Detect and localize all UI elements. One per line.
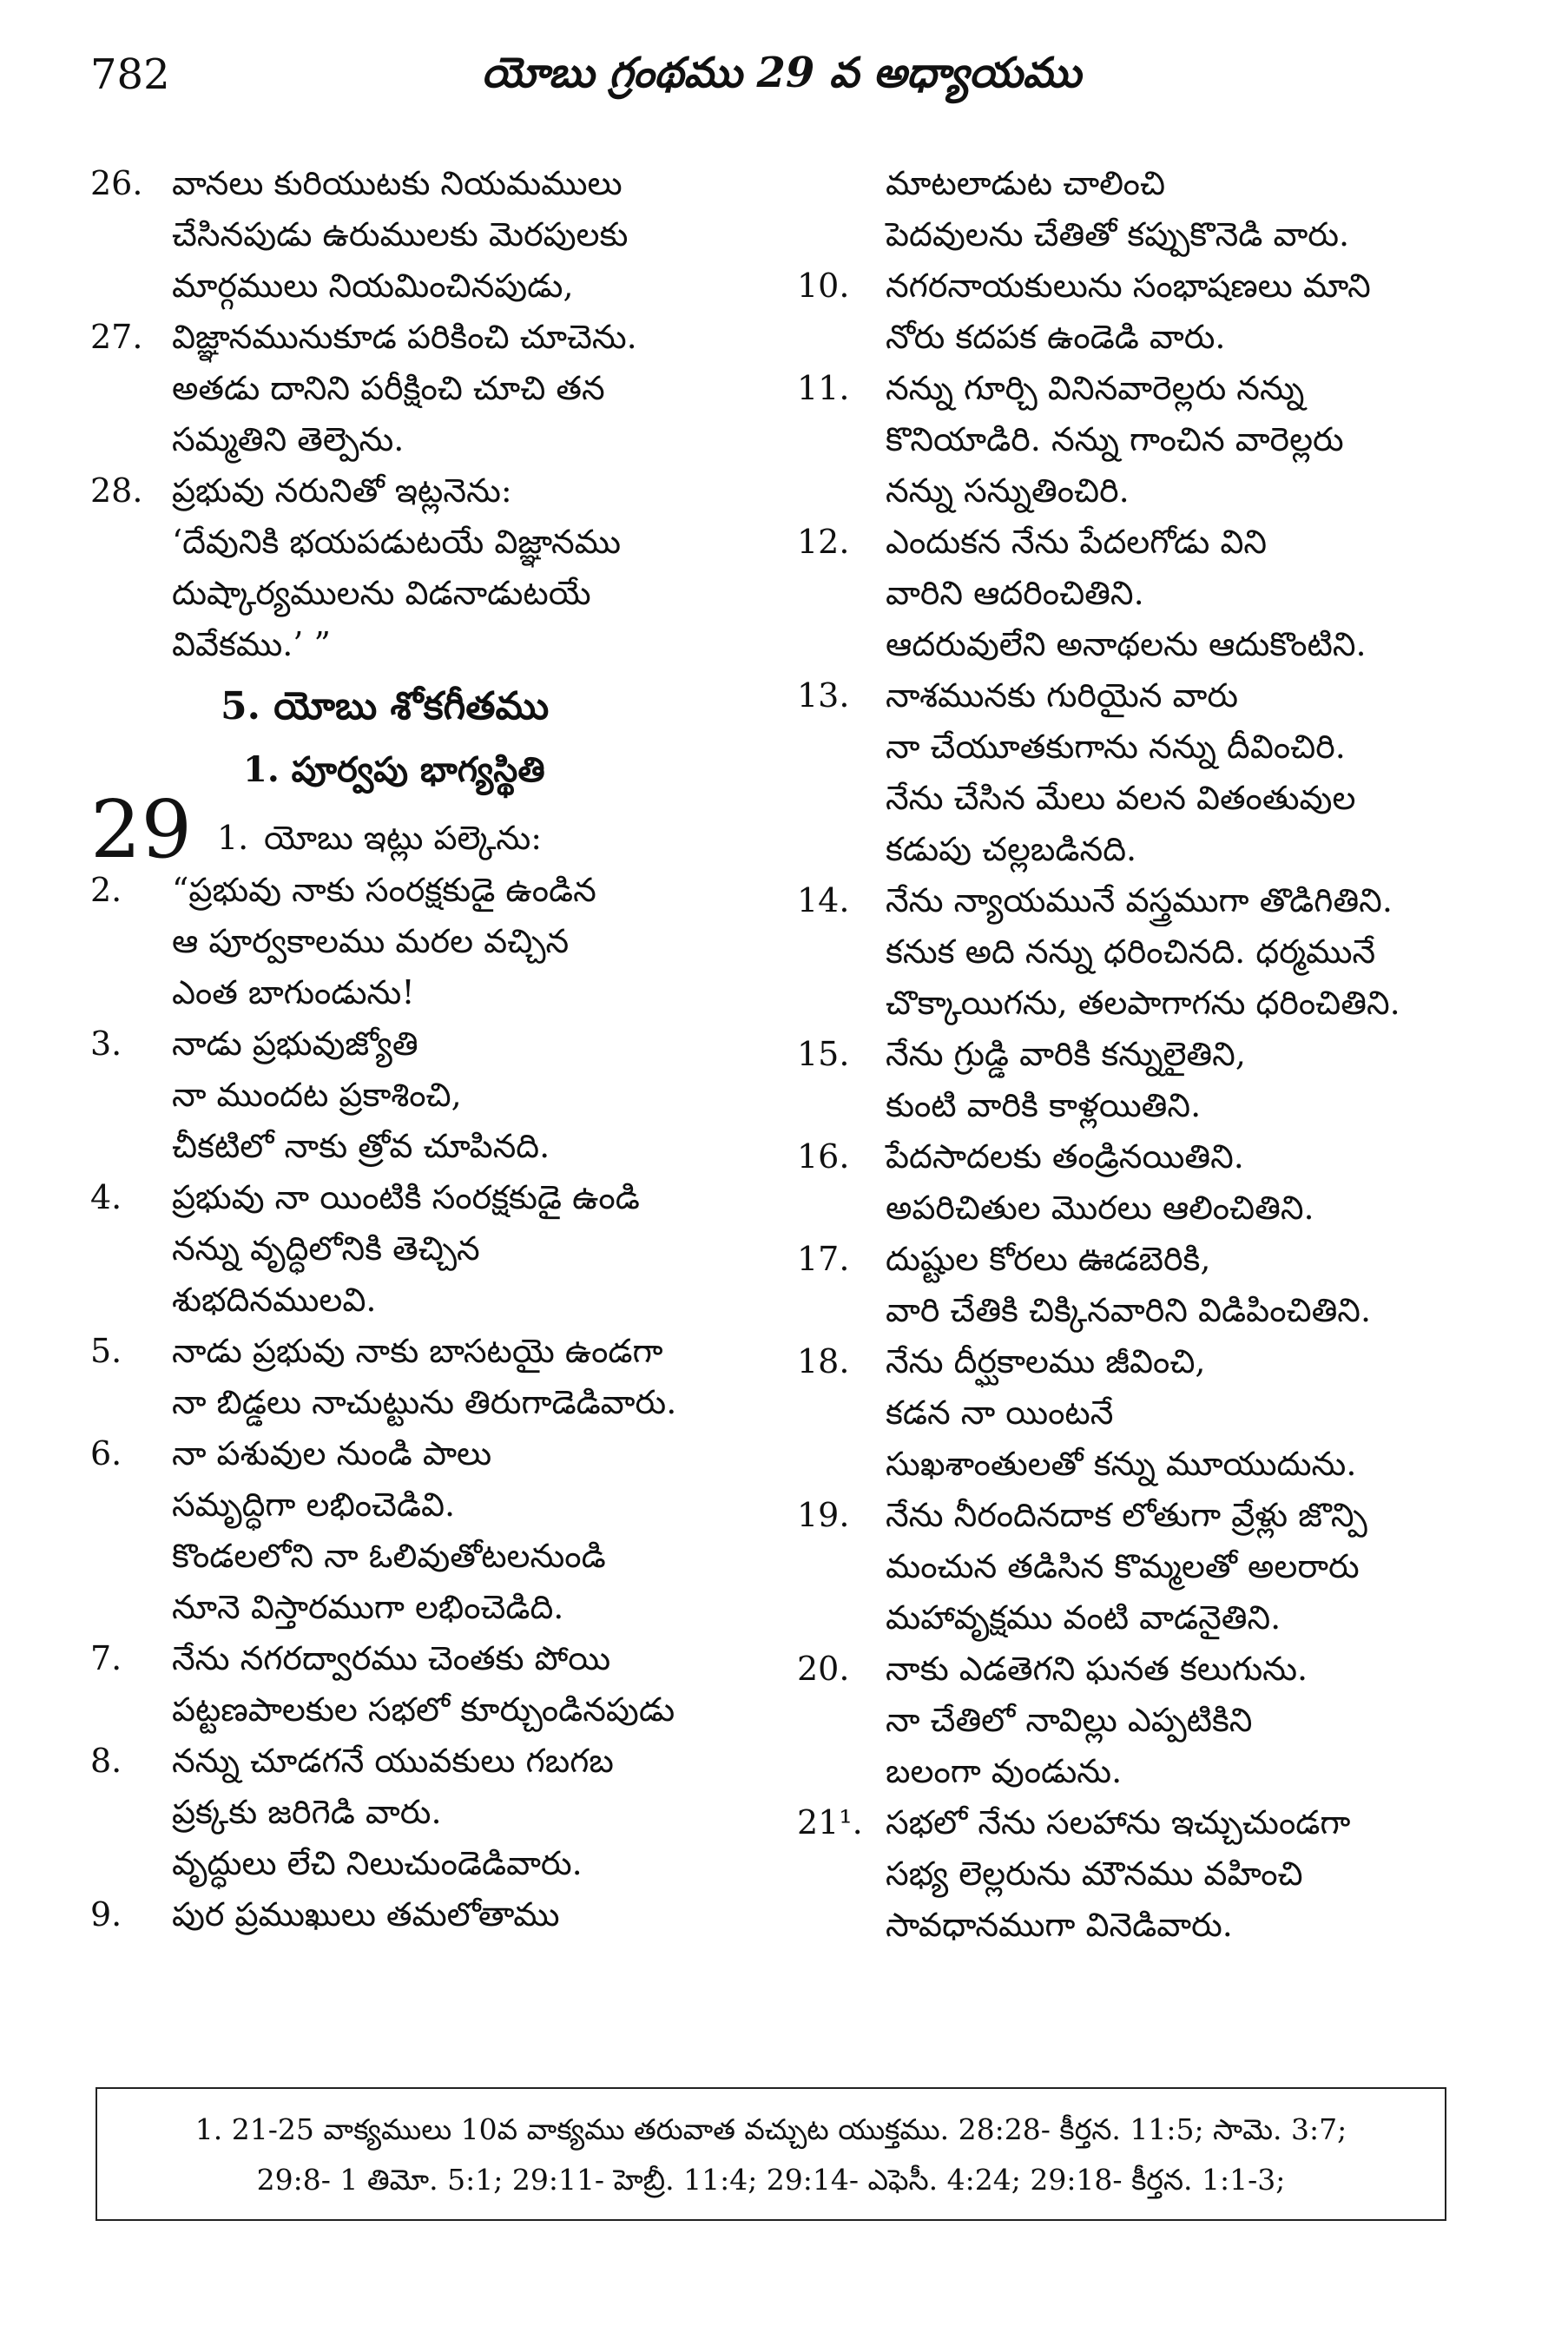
verse-text: “ప్రభువు నాకు సంరక్షకుడై ఉండిన — [172, 871, 596, 909]
verse-text: చేసినపుడు ఉరుములకు మెరపులకు — [172, 215, 629, 254]
verse-number: 26. — [90, 164, 143, 202]
verse-line — [797, 1490, 1466, 1541]
verse-line — [797, 414, 1466, 465]
verse-line — [90, 1479, 750, 1531]
verse-line — [90, 1531, 750, 1582]
verse-text: నన్ను గూర్చి వినినవారెల్లరు నన్ను — [886, 369, 1305, 407]
verse-number: 1. — [217, 819, 249, 857]
verse-line — [797, 260, 1466, 312]
verse-line — [90, 1070, 750, 1121]
verse-text: ప్రక్కకు జరిగెడి వారు. — [172, 1793, 442, 1831]
verse-text: నేను న్యాయమునే వస్త్రముగా తొడిగితిని. — [886, 881, 1393, 919]
verse-text: నేను గ్రుడ్డి వారికి కన్నులైతిని, — [886, 1035, 1246, 1073]
verse-text: సమ్మతిని తెల్పెను. — [172, 420, 405, 458]
verse-line — [90, 260, 750, 312]
verse-line — [797, 158, 1466, 209]
verse-text: ఎంత బాగుండును! — [172, 973, 415, 1011]
verse-text: సమృద్ధిగా లభించెడివి. — [172, 1486, 456, 1524]
verse-text: నన్ను వృద్ధిలోనికి తెచ్చిన — [172, 1229, 480, 1268]
verse-text: పట్టణపాలకుల సభలో కూర్చుండినపుడు — [172, 1690, 675, 1729]
verse-line — [797, 568, 1466, 619]
verse-line — [90, 517, 750, 568]
section-heading: 5. యోబు శోకగీతము — [221, 684, 550, 728]
verse-text: నన్ను చూడగనే యువకులు గబగబ — [172, 1742, 614, 1780]
verse-number: 13. — [797, 676, 850, 715]
verse-number: 20. — [797, 1650, 850, 1688]
verse-text: నేను నగరద్వారము చెంతకు పోయి — [172, 1639, 611, 1677]
verse-text: నోరు కదపక ఉండెడి వారు. — [886, 318, 1226, 356]
verse-line — [797, 926, 1466, 978]
footnote-line: 1. 21-25 వాక్యములు 10వ వాక్యము తరువాత వచ్చుట యుక్తము. 28:28- కీర్తన. 11:5; సామె. 3:7; — [194, 2112, 1347, 2146]
verse-line — [797, 363, 1466, 414]
verse-text: ‘దేవునికి భయపడుటయే విజ్ఞానము — [172, 523, 621, 561]
verse-line — [90, 916, 750, 967]
verse-line — [797, 1336, 1466, 1387]
verse-text: ఎందుకన నేను పేదలగోడు విని — [886, 523, 1268, 561]
verse-text: అతడు దానిని పరీక్షించి చూచి తన — [172, 369, 605, 407]
verse-number: 8. — [90, 1742, 122, 1780]
verse-number: 18. — [797, 1342, 850, 1380]
page-number: 782 — [90, 50, 170, 99]
verse-text: నాడు ప్రభువుజ్యోతి — [172, 1024, 418, 1063]
verse-text: వారి చేతికి చిక్కినవారిని విడిపించితిని. — [886, 1291, 1372, 1329]
verse-text: మార్గములు నియమించినపుడు, — [172, 267, 574, 305]
verse-number: 19. — [797, 1496, 850, 1534]
verse-number: 21¹. — [797, 1803, 863, 1841]
verse-text: నగరనాయకులును సంభాషణలు మాని — [886, 267, 1371, 305]
verse-number: 15. — [797, 1035, 850, 1073]
verse-text: ఆ పూర్వకాలము మరల వచ్చిన — [172, 922, 570, 960]
verse-text: దుష్కార్యములను విడనాడుటయే — [172, 574, 591, 612]
verse-text: సుఖశాంతులతో కన్ను మూయుదును. — [886, 1445, 1357, 1483]
verse-line — [90, 967, 750, 1018]
verse-line — [90, 1838, 750, 1889]
verse-line — [797, 1541, 1466, 1592]
verse-text: మంచున తడిసిన కొమ్మలతో అలరారు — [886, 1547, 1360, 1585]
verse-line — [90, 568, 750, 619]
verse-line — [90, 1684, 750, 1736]
verse-number: 5. — [90, 1332, 122, 1370]
verse-text: పుర ప్రముఖులు తమలోతాము — [172, 1895, 560, 1934]
verse-number: 10. — [797, 267, 850, 305]
verse-text: నా పశువుల నుండి పాలు — [172, 1434, 492, 1472]
verse-line — [90, 414, 750, 465]
verse-line — [797, 517, 1466, 568]
verse-text: నా ముందట ప్రకాశించి, — [172, 1076, 462, 1114]
verse-text: చొక్కాయిగను, తలపాగాగను ధరించితిని. — [886, 984, 1400, 1022]
verse-line — [797, 1900, 1466, 1951]
verse-line — [90, 1377, 750, 1428]
verse-text: నా బిడ్డలు నాచుట్టును తిరుగాడెడివారు. — [172, 1383, 677, 1421]
verse-text: కడుపు చల్లబడినది. — [886, 830, 1137, 868]
verse-number: 17. — [797, 1240, 850, 1278]
verse-number: 28. — [90, 471, 143, 510]
verse-text: మహావృక్షము వంటి వాడనైతిని. — [886, 1598, 1281, 1637]
chapter-number: 29 — [90, 783, 193, 876]
verse-text: నేను చేసిన మేలు వలన వితంతువుల — [886, 779, 1356, 817]
verse-line — [797, 1029, 1466, 1080]
verse-line — [90, 1889, 750, 1940]
verse-text: చీకటిలో నాకు త్రోవ చూపినది. — [172, 1127, 550, 1165]
verse-line — [797, 1644, 1466, 1695]
verse-text: దుష్టుల కోరలు ఊడబెరికి, — [886, 1240, 1211, 1278]
verse-text: వివేకము.’ ” — [172, 625, 331, 663]
right-column — [797, 158, 1466, 1951]
verse-text: నా చేయూతకుగాను నన్ను దీవించిరి. — [886, 728, 1346, 766]
verse-text: అపరిచితుల మొరలు ఆలించితిని. — [886, 1189, 1314, 1227]
verse-line — [797, 1848, 1466, 1900]
verse-text: పేదసాదలకు తండ్రినయితిని. — [886, 1137, 1244, 1176]
verse-text: ప్రభువు నరునితో ఇట్లనెను: — [172, 471, 512, 510]
verse-line — [797, 875, 1466, 926]
verse-line — [797, 1439, 1466, 1490]
verse-number: 7. — [90, 1639, 122, 1677]
verse-line — [90, 619, 750, 670]
verse-text: ఆదరువులేని అనాథలను ఆదుకొంటిని. — [886, 625, 1367, 663]
running-title: యోబు గ్రంథము 29 వ అధ్యాయము — [481, 49, 1082, 97]
verse-text: బలంగా వుండును. — [886, 1752, 1123, 1790]
verse-text: నూనె విస్తారముగా లభించెడిది. — [172, 1588, 564, 1626]
verse-line — [90, 209, 750, 260]
verse-line — [797, 1285, 1466, 1336]
verse-line — [90, 158, 750, 209]
verse-line — [797, 1746, 1466, 1797]
verse-number: 16. — [797, 1137, 850, 1176]
verse-number: 11. — [797, 369, 850, 407]
verse-text: నాడు ప్రభువు నాకు బాసటయై ఉండగా — [172, 1332, 663, 1370]
verse-line — [797, 1797, 1466, 1848]
verse-line — [797, 465, 1466, 517]
verse-text: కనుక అది నన్ను ధరించినది. ధర్మమునే — [886, 932, 1376, 971]
verse-number: 3. — [90, 1024, 122, 1063]
verse-text: నాశమునకు గురియైన వారు — [886, 676, 1239, 715]
left-column — [90, 158, 750, 1940]
verse-line — [797, 1592, 1466, 1644]
verse-text: కడన నా యింటనే — [886, 1393, 1114, 1432]
verse-line — [797, 312, 1466, 363]
verse-line — [797, 619, 1466, 670]
verse-text: నన్ను సన్నుతించిరి. — [886, 471, 1130, 510]
footnote-box — [96, 2087, 1446, 2221]
verse-number: 6. — [90, 1434, 122, 1472]
verse-line — [90, 1428, 750, 1479]
verse-number: 4. — [90, 1178, 122, 1216]
verse-line — [90, 1223, 750, 1275]
verse-line — [797, 773, 1466, 824]
verse-text: సభ్య లెల్లరును మౌనము వహించి — [886, 1855, 1303, 1893]
verse-line — [797, 1387, 1466, 1439]
footnote-line: 29:8- 1 తిమో. 5:1; 29:11- హెబ్రీ. 11:4; 29:14- ఎఫెసీ. 4:24; 29:18- కీర్తన. 1:1-3; — [256, 2163, 1286, 2197]
verse-number: 2. — [90, 871, 122, 909]
verse-text: సావధానముగా వినెడివారు. — [886, 1906, 1233, 1944]
chapter-start — [90, 783, 750, 876]
verse-text: నేను దీర్ఘకాలము జీవించి, — [886, 1342, 1206, 1380]
verse-text: వానలు కురియుటకు నియమములు — [172, 164, 623, 202]
verse-text: విజ్ఞానమునుకూడ పరికించి చూచెను. — [172, 318, 637, 356]
verse-line — [90, 1275, 750, 1326]
verse-line — [90, 465, 750, 517]
verse-number: 27. — [90, 318, 143, 356]
verse-text: కొండలలోని నా ఓలివుతోటలనుండి — [172, 1537, 606, 1575]
verse-text: నేను నీరందినదాక లోతుగా వ్రేళ్లు జొన్పి — [886, 1496, 1367, 1534]
verse-text: మాటలాడుట చాలించి — [886, 164, 1166, 202]
verse-line — [90, 1736, 750, 1787]
verse-line — [797, 1183, 1466, 1234]
verse-text: నాకు ఎడతెగని ఘనత కలుగును. — [886, 1650, 1308, 1688]
verse-line — [90, 1787, 750, 1838]
verse-text: వారిని ఆదరించితిని. — [886, 574, 1144, 612]
verse-line — [90, 1582, 750, 1633]
verse-line — [90, 363, 750, 414]
verse-text: ప్రభువు నా యింటికి సంరక్షకుడై ఉండి — [172, 1178, 640, 1216]
verse-line — [797, 1234, 1466, 1285]
verse-text: వృద్ధులు లేచి నిలుచుండెడివారు. — [172, 1844, 583, 1882]
verse-line — [797, 1131, 1466, 1183]
verse-line — [797, 978, 1466, 1029]
verse-line — [90, 1018, 750, 1070]
verse-text: కుంటి వారికి కాళ్లయితిని. — [886, 1086, 1202, 1124]
verse-text: సభలో నేను సలహాను ఇచ్చుచుండగా — [886, 1803, 1351, 1841]
verse-number: 12. — [797, 523, 850, 561]
verse-line — [797, 721, 1466, 773]
verse-line — [90, 1326, 750, 1377]
verse-line — [797, 1695, 1466, 1746]
subsection-heading: 1. పూర్వపు భాగ్యస్థితి — [243, 749, 545, 790]
verse-line — [797, 209, 1466, 260]
verse-line — [90, 1633, 750, 1684]
verse-line — [797, 824, 1466, 875]
verse-line — [90, 312, 750, 363]
verse-line — [90, 1121, 750, 1172]
verse-text: కొనియాడిరి. నన్ను గాంచిన వారెల్లరు — [886, 420, 1344, 458]
verse-text: యోబు ఇట్లు పల్కెను: — [264, 819, 543, 857]
verse-number: 14. — [797, 881, 850, 919]
verse-number: 9. — [90, 1895, 122, 1934]
verse-text: శుభదినములవి. — [172, 1281, 377, 1319]
verse-line — [90, 1172, 750, 1223]
verse-line — [797, 1080, 1466, 1131]
verse-text: పెదవులను చేతితో కప్పుకొనెడి వారు. — [886, 215, 1350, 254]
verse-text: నా చేతిలో నావిల్లు ఎప్పటికిని — [886, 1701, 1253, 1739]
verse-line — [90, 865, 750, 916]
verse-line — [797, 670, 1466, 721]
